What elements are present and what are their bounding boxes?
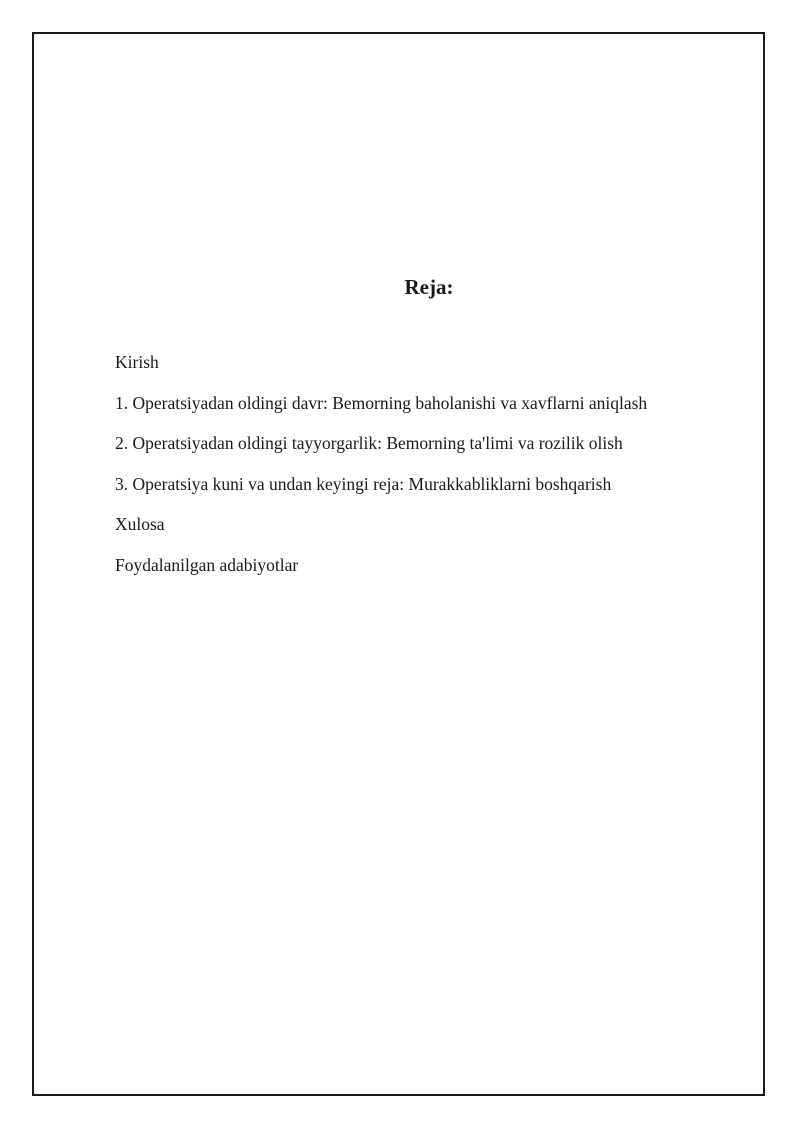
page-title: Reja:	[404, 275, 454, 299]
table-of-contents	[115, 351, 647, 595]
toc-item-3: 3. Operatsiya kuni va undan keyingi reja: Murakkabliklarni boshqarish	[115, 473, 612, 494]
toc-item-1: 1. Operatsiyadan oldingi davr: Bemorning baholanishi va xavflarni aniqlash	[115, 392, 648, 413]
toc-item-introduction: Kirish	[115, 352, 159, 372]
toc-item-2: 2. Operatsiyadan oldingi tayyorgarlik: Bemorning ta'limi va rozilik olish	[115, 433, 623, 454]
toc-item-references: Foydalanilgan adabiyotlar	[115, 554, 299, 575]
toc-item-conclusion: Xulosa	[115, 514, 165, 535]
